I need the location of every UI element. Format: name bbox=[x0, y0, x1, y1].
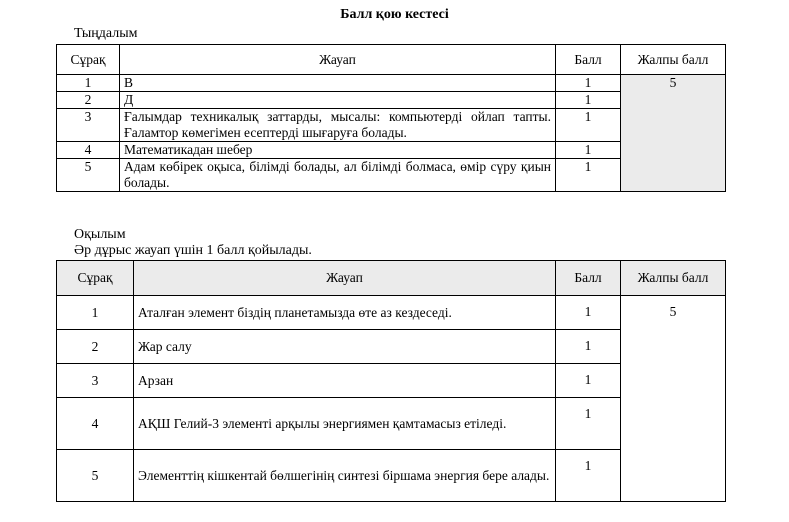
answer-text: АҚШ Гелий-3 элементі арқылы энергиямен қамтамасыз етіледі. bbox=[134, 398, 556, 450]
answer-text: Элементтің кішкентай бөлшегінің синтезі біршама энергия бере алады. bbox=[134, 450, 556, 502]
header-question: Сұрақ bbox=[57, 45, 120, 75]
question-number: 4 bbox=[57, 142, 120, 159]
page-title: Балл қою кестесі bbox=[340, 7, 449, 22]
score-cell: 1 bbox=[556, 75, 621, 92]
header-answer: Жауап bbox=[134, 261, 556, 296]
score-cell: 1 bbox=[556, 109, 621, 142]
question-number: 5 bbox=[57, 450, 134, 502]
question-number: 5 bbox=[57, 159, 120, 192]
score-cell: 1 bbox=[556, 450, 621, 502]
question-number: 2 bbox=[57, 92, 120, 109]
listening-section-title: Тыңдалым bbox=[74, 26, 138, 41]
question-number: 3 bbox=[57, 364, 134, 398]
question-number: 3 bbox=[57, 109, 120, 142]
table-row bbox=[57, 75, 726, 92]
score-cell: 1 bbox=[556, 142, 621, 159]
answer-text: Жар салу bbox=[134, 330, 556, 364]
header-score: Балл bbox=[556, 45, 621, 75]
question-number: 2 bbox=[57, 330, 134, 364]
question-number: 1 bbox=[57, 75, 120, 92]
answer-text: Ғалымдар техникалық заттарды, мысалы: компьютерді ойлап тапты. Ғаламтор көмегімен есептерді шығаруға болады. bbox=[120, 109, 556, 142]
table-header-row bbox=[57, 261, 726, 296]
answer-text: В bbox=[120, 75, 556, 92]
reading-score-table bbox=[56, 260, 726, 502]
score-cell: 1 bbox=[556, 364, 621, 398]
total-score-cell: 5 bbox=[621, 75, 726, 192]
question-number: 4 bbox=[57, 398, 134, 450]
score-cell: 1 bbox=[556, 330, 621, 364]
answer-text: Математикадан шебер bbox=[120, 142, 556, 159]
score-cell: 1 bbox=[556, 159, 621, 192]
header-answer: Жауап bbox=[120, 45, 556, 75]
reading-note: Әр дұрыс жауап үшін 1 балл қойылады. bbox=[74, 243, 312, 258]
header-total: Жалпы балл bbox=[621, 261, 726, 296]
reading-section-title: Оқылым bbox=[74, 227, 126, 242]
total-score-cell: 5 bbox=[621, 296, 726, 502]
score-cell: 1 bbox=[556, 92, 621, 109]
score-cell: 1 bbox=[556, 398, 621, 450]
header-score: Балл bbox=[556, 261, 621, 296]
answer-text: Аталған элемент біздің планетамызда өте аз кездеседі. bbox=[134, 296, 556, 330]
answer-text: Д bbox=[120, 92, 556, 109]
listening-score-table bbox=[56, 44, 726, 192]
score-cell: 1 bbox=[556, 296, 621, 330]
answer-text: Арзан bbox=[134, 364, 556, 398]
header-question: Сұрақ bbox=[57, 261, 134, 296]
answer-text: Адам көбірек оқыса, білімді болады, ал білімді болмаса, өмір сүру қиын болады. bbox=[120, 159, 556, 192]
header-total: Жалпы балл bbox=[621, 45, 726, 75]
table-row bbox=[57, 296, 726, 330]
question-number: 1 bbox=[57, 296, 134, 330]
table-header-row bbox=[57, 45, 726, 75]
